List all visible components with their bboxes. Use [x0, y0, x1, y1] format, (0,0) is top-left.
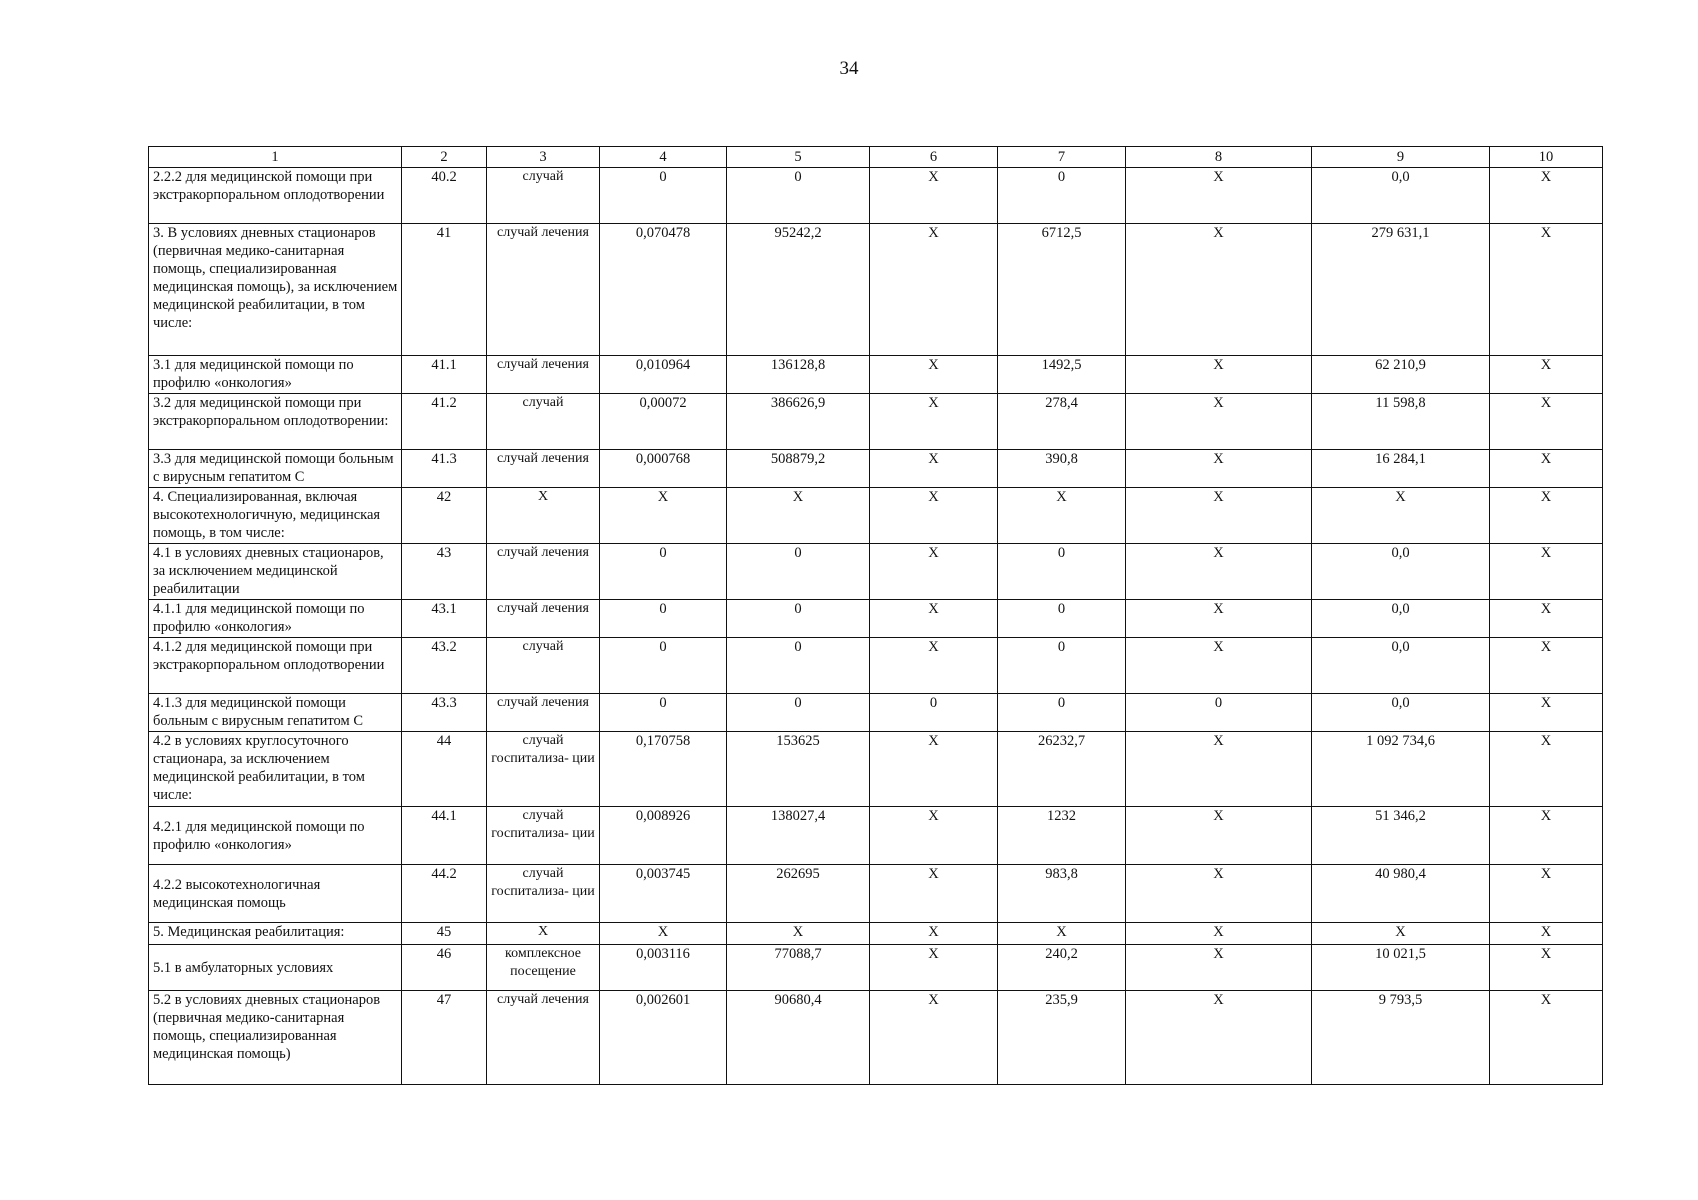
table-cell: X	[1126, 945, 1312, 991]
table-cell: 40.2	[402, 168, 487, 224]
table-cell: 77088,7	[727, 945, 870, 991]
table-cell: X	[998, 488, 1126, 544]
table-cell: 0	[727, 168, 870, 224]
table-cell: X	[870, 945, 998, 991]
table-cell: 46	[402, 945, 487, 991]
table-cell: X	[1490, 807, 1603, 865]
table-cell: X	[1126, 638, 1312, 694]
table-cell: 16 284,1	[1312, 450, 1490, 488]
table-cell: X	[1126, 600, 1312, 638]
table-row	[149, 450, 1603, 488]
table-cell: 0,0	[1312, 694, 1490, 732]
table-cell: 0,170758	[600, 732, 727, 807]
table-cell: X	[1126, 488, 1312, 544]
row-label-cell: 4.2.2 высокотехнологичная медицинская помощь	[149, 865, 402, 923]
table-cell: X	[870, 544, 998, 600]
table-cell: 62 210,9	[1312, 356, 1490, 394]
row-label-cell: 5.2 в условиях дневных стационаров (первичная медико-санитарная помощь, специализированная медицинская помощь)	[149, 991, 402, 1085]
table-cell: 40 980,4	[1312, 865, 1490, 923]
table-cell: 0,070478	[600, 224, 727, 356]
table-cell: X	[1490, 865, 1603, 923]
table-cell: 0,002601	[600, 991, 727, 1085]
table-cell: случай лечения	[487, 991, 600, 1085]
table-cell: X	[1490, 923, 1603, 945]
table-cell: X	[870, 865, 998, 923]
table-cell: 0	[998, 694, 1126, 732]
table-cell: случай лечения	[487, 450, 600, 488]
table-cell: 0,003745	[600, 865, 727, 923]
table-cell: X	[870, 732, 998, 807]
table-cell: 0,008926	[600, 807, 727, 865]
row-label-cell: 3.2 для медицинской помощи при экстракорпоральном оплодотворении:	[149, 394, 402, 450]
table-cell: 0	[600, 638, 727, 694]
table-cell: X	[1490, 991, 1603, 1085]
header-cell: 4	[600, 147, 727, 168]
table-cell: 90680,4	[727, 991, 870, 1085]
table-cell: X	[1490, 694, 1603, 732]
table-cell: X	[870, 394, 998, 450]
table-cell: случай лечения	[487, 544, 600, 600]
table-cell: 6712,5	[998, 224, 1126, 356]
table-cell: X	[870, 168, 998, 224]
table-cell: 0,0	[1312, 168, 1490, 224]
page-number: 34	[839, 58, 859, 79]
table-cell: 136128,8	[727, 356, 870, 394]
table-cell: 42	[402, 488, 487, 544]
table-row	[149, 488, 1603, 544]
table-cell: X	[870, 224, 998, 356]
table-row	[149, 923, 1603, 945]
row-label-cell: 3.3 для медицинской помощи больным с вирусным гепатитом С	[149, 450, 402, 488]
table-cell: 0	[998, 600, 1126, 638]
table-cell: 0	[600, 544, 727, 600]
table-cell: X	[1126, 356, 1312, 394]
table-cell: X	[1490, 600, 1603, 638]
table-cell: 10 021,5	[1312, 945, 1490, 991]
table-row	[149, 544, 1603, 600]
table-cell: 26232,7	[998, 732, 1126, 807]
row-label-cell: 5.1 в амбулаторных условиях	[149, 945, 402, 991]
header-cell: 2	[402, 147, 487, 168]
table-cell: 0	[870, 694, 998, 732]
header-cell: 6	[870, 147, 998, 168]
table-cell: X	[1490, 638, 1603, 694]
table-row	[149, 865, 1603, 923]
table-cell: 41.2	[402, 394, 487, 450]
header-cell: 5	[727, 147, 870, 168]
row-label-cell: 4. Специализированная, включая высокотехнологичную, медицинская помощь, в том числе:	[149, 488, 402, 544]
table-cell: 0	[998, 638, 1126, 694]
table-cell: 44	[402, 732, 487, 807]
table-row	[149, 694, 1603, 732]
table-cell: 47	[402, 991, 487, 1085]
table-cell: X	[1126, 807, 1312, 865]
table-cell: X	[1490, 450, 1603, 488]
table-cell: 0	[600, 600, 727, 638]
table-cell: 983,8	[998, 865, 1126, 923]
table-row	[149, 168, 1603, 224]
table-cell: 44.2	[402, 865, 487, 923]
table-cell: случай лечения	[487, 356, 600, 394]
table-cell: X	[1490, 224, 1603, 356]
header-cell: 3	[487, 147, 600, 168]
table-row	[149, 224, 1603, 356]
header-cell: 1	[149, 147, 402, 168]
table-cell: X	[1126, 168, 1312, 224]
table-cell: X	[1126, 544, 1312, 600]
table-cell: X	[870, 488, 998, 544]
table-cell: 0	[727, 694, 870, 732]
table-cell: X	[1126, 991, 1312, 1085]
table-cell: 1232	[998, 807, 1126, 865]
table-cell: случай	[487, 394, 600, 450]
table-cell: 41.3	[402, 450, 487, 488]
table-cell: 51 346,2	[1312, 807, 1490, 865]
row-label-cell: 4.1 в условиях дневных стационаров, за исключением медицинской реабилитации	[149, 544, 402, 600]
table-cell: X	[870, 450, 998, 488]
table-cell: 43.2	[402, 638, 487, 694]
row-label-cell: 4.1.1 для медицинской помощи по профилю «онкология»	[149, 600, 402, 638]
row-label-cell: 3.1 для медицинской помощи по профилю «онкология»	[149, 356, 402, 394]
table-cell: 278,4	[998, 394, 1126, 450]
table-cell: 43.3	[402, 694, 487, 732]
table-cell: X	[1126, 394, 1312, 450]
table-cell: X	[1490, 168, 1603, 224]
header-cell: 9	[1312, 147, 1490, 168]
row-label-cell: 4.2.1 для медицинской помощи по профилю «онкология»	[149, 807, 402, 865]
table-cell: 0	[998, 168, 1126, 224]
table-cell: 0,000768	[600, 450, 727, 488]
table-cell: 45	[402, 923, 487, 945]
table-row	[149, 807, 1603, 865]
table-cell: случай лечения	[487, 600, 600, 638]
table-cell: 138027,4	[727, 807, 870, 865]
table-cell: случай	[487, 638, 600, 694]
header-row	[149, 147, 1603, 168]
table-cell: X	[600, 488, 727, 544]
table-cell: X	[870, 600, 998, 638]
table-cell: X	[1126, 923, 1312, 945]
table-cell: X	[1312, 923, 1490, 945]
table-cell: 0	[1126, 694, 1312, 732]
table-cell: 1 092 734,6	[1312, 732, 1490, 807]
table-cell: 386626,9	[727, 394, 870, 450]
table-cell: 279 631,1	[1312, 224, 1490, 356]
table-cell: 44.1	[402, 807, 487, 865]
table-cell: X	[870, 356, 998, 394]
table-cell: 41	[402, 224, 487, 356]
table-row	[149, 394, 1603, 450]
table-cell: 390,8	[998, 450, 1126, 488]
table-cell: 43.1	[402, 600, 487, 638]
table-cell: случай лечения	[487, 224, 600, 356]
row-label-cell: 5. Медицинская реабилитация:	[149, 923, 402, 945]
table-cell: X	[870, 923, 998, 945]
table-cell: 0,010964	[600, 356, 727, 394]
table-cell: случай госпитализа- ции	[487, 732, 600, 807]
table-cell: 43	[402, 544, 487, 600]
table-cell: случай	[487, 168, 600, 224]
table-cell: 153625	[727, 732, 870, 807]
table-cell: X	[487, 488, 600, 544]
table-cell: комплексное посещение	[487, 945, 600, 991]
table-cell: X	[727, 488, 870, 544]
row-label-cell: 4.2 в условиях круглосуточного стационара, за исключением медицинской реабилитации, в том числе:	[149, 732, 402, 807]
table-cell: 0	[600, 694, 727, 732]
table-cell: X	[870, 807, 998, 865]
table-cell: 95242,2	[727, 224, 870, 356]
table-cell: X	[1490, 356, 1603, 394]
table-cell: случай госпитализа- ции	[487, 865, 600, 923]
table-row	[149, 991, 1603, 1085]
table-cell: X	[1126, 732, 1312, 807]
table-cell: 41.1	[402, 356, 487, 394]
table-cell: X	[1490, 945, 1603, 991]
table-cell: 235,9	[998, 991, 1126, 1085]
table-row	[149, 945, 1603, 991]
table-cell: 262695	[727, 865, 870, 923]
header-cell: 8	[1126, 147, 1312, 168]
table-cell: X	[1126, 450, 1312, 488]
table-cell: 0,0	[1312, 638, 1490, 694]
row-label-cell: 3. В условиях дневных стационаров (первичная медико-санитарная помощь, специализированная медицинская помощь), за исключением медицинской реабилитации, в том числе:	[149, 224, 402, 356]
table-cell: 0,003116	[600, 945, 727, 991]
table-row	[149, 732, 1603, 807]
table-cell: 508879,2	[727, 450, 870, 488]
table-cell: 1492,5	[998, 356, 1126, 394]
table-cell: X	[1490, 488, 1603, 544]
row-label-cell: 4.1.3 для медицинской помощи больным с вирусным гепатитом С	[149, 694, 402, 732]
table-cell: 0,0	[1312, 544, 1490, 600]
table-row	[149, 600, 1603, 638]
row-label-cell: 4.1.2 для медицинской помощи при экстракорпоральном оплодотворении	[149, 638, 402, 694]
table-cell: случай госпитализа- ции	[487, 807, 600, 865]
table-cell: 0	[727, 600, 870, 638]
table-cell: X	[1490, 732, 1603, 807]
table-cell: случай лечения	[487, 694, 600, 732]
table-cell: X	[998, 923, 1126, 945]
table-cell: 0,00072	[600, 394, 727, 450]
header-cell: 10	[1490, 147, 1603, 168]
table-cell: 0,0	[1312, 600, 1490, 638]
row-label-cell: 2.2.2 для медицинской помощи при экстракорпоральном оплодотворении	[149, 168, 402, 224]
table-cell: 9 793,5	[1312, 991, 1490, 1085]
table-cell: 240,2	[998, 945, 1126, 991]
table-cell: 0	[727, 638, 870, 694]
table-cell: 11 598,8	[1312, 394, 1490, 450]
table-cell: X	[870, 638, 998, 694]
table-cell: 0	[727, 544, 870, 600]
header-cell: 7	[998, 147, 1126, 168]
table-cell: X	[600, 923, 727, 945]
table-cell: X	[870, 991, 998, 1085]
table-cell: X	[1126, 224, 1312, 356]
table-row	[149, 356, 1603, 394]
table-cell: X	[1490, 394, 1603, 450]
table-cell: 0	[600, 168, 727, 224]
table-cell: X	[1312, 488, 1490, 544]
data-table	[148, 146, 1603, 1085]
table-cell: X	[727, 923, 870, 945]
table-row	[149, 638, 1603, 694]
table-cell: 0	[998, 544, 1126, 600]
table-cell: X	[1490, 544, 1603, 600]
table-cell: X	[1126, 865, 1312, 923]
table-cell: X	[487, 923, 600, 945]
